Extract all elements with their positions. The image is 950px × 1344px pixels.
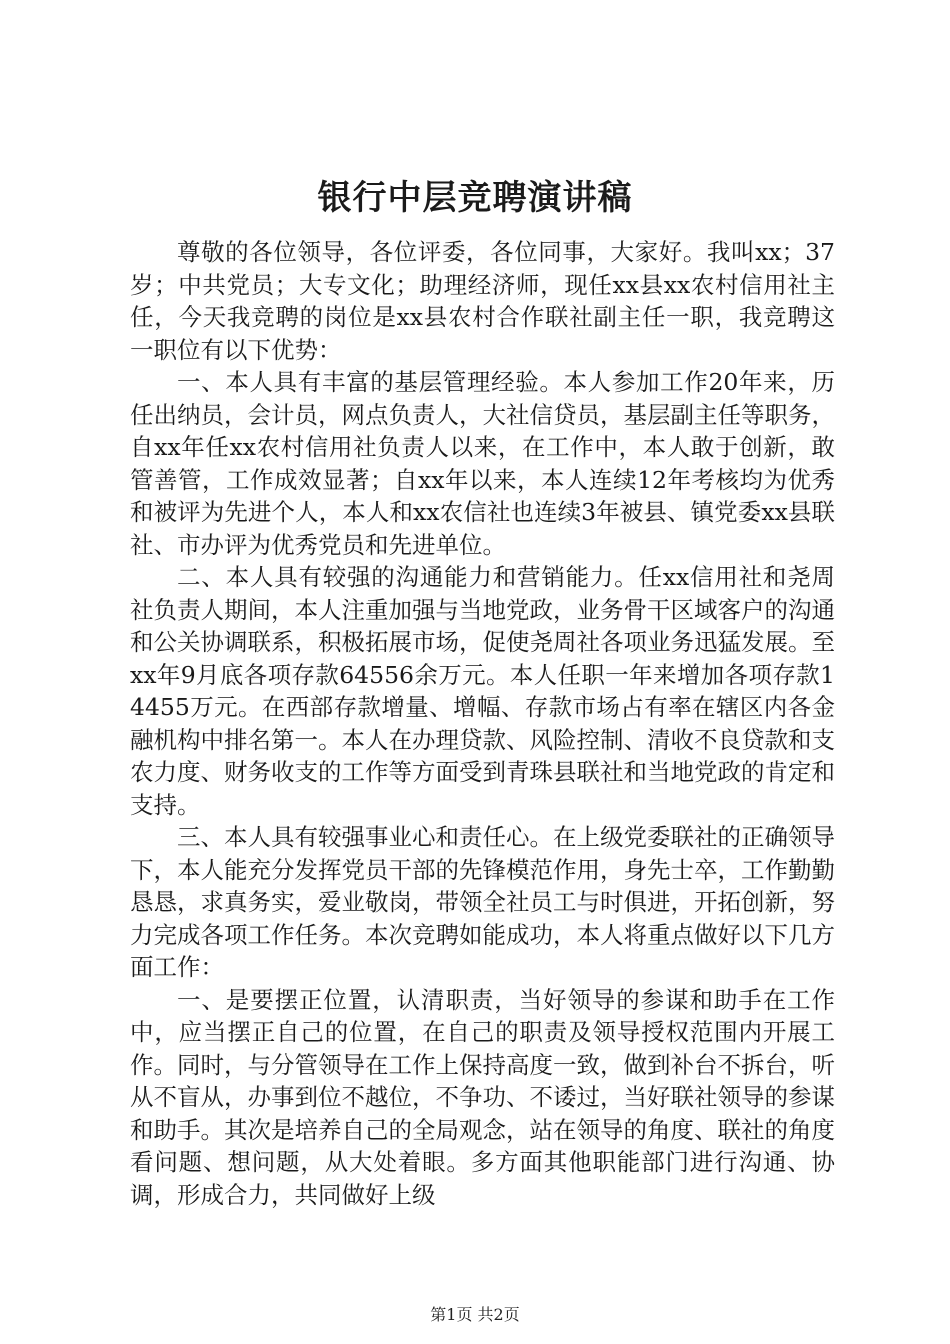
document-title: 银行中层竞聘演讲稿 [317,178,633,218]
paragraph-greeting: 尊敬的各位领导，各位评委，各位同事，大家好。我叫xx；37岁；中共党员；大专文化；助理经济师，现任xx县xx农村信用社主任，今天我竞聘的岗位是xx县农村合作联社副主任一职，我竞聘这一职位有以下优势： [130,238,835,364]
paragraph-advantage-2: 二、本人具有较强的沟通能力和营销能力。任xx信用社和尧周社负责人期间，本人注重加强与当地党政，业务骨干区域客户的沟通和公关协调联系，积极拓展市场，促使尧周社各项业务迅猛发展。至xx年9月底各项存款64556余万元。本人任职一年来增加各项存款14455万元。在西部存款增量、增幅、存款市场占有率在辖区内各金融机构中排名第一。本人在办理贷款、风险控制、清收不良贷款和支农力度、财务收支的工作等方面受到青珠县联社和当地党政的肯定和支持。 [130,563,835,819]
paragraph-advantage-1: 一、本人具有丰富的基层管理经验。本人参加工作20年来，历任出纳员，会计员，网点负责人，大社信贷员，基层副主任等职务，自xx年任xx农村信用社负责人以来，在工作中，本人敢于创新，敢管善管，工作成效显著；自xx年以来，本人连续12年考核均为优秀和被评为先进个人，本人和xx农信社也连续3年被县、镇党委xx县联社、市办评为优秀党员和先进单位。 [130,368,835,559]
document-body [130,236,835,1211]
paragraph-advantage-3: 三、本人具有较强事业心和责任心。在上级党委联社的正确领导下，本人能充分发挥党员干部的先锋模范作用，身先士卒，工作勤勤恳恳，求真务实，爱业敬岗，带领全社员工与时俱进，开拓创新，努力完成各项工作任务。本次竞聘如能成功，本人将重点做好以下几方面工作： [130,823,835,981]
page-number-footer: 第1页 共2页 [430,1305,520,1324]
paragraph-work-plan-1: 一、是要摆正位置，认清职责，当好领导的参谋和助手在工作中，应当摆正自己的位置，在自己的职责及领导授权范围内开展工作。同时，与分管领导在工作上保持高度一致，做到补台不拆台，听从不盲从，办事到位不越位，不争功、不诿过，当好联社领导的参谋和助手。其次是培养自己的全局观念，站在领导的角度、联社的角度看问题、想问题，从大处着眼。多方面其他职能部门进行沟通、协调，形成合力，共同做好上级 [130,985,835,1209]
